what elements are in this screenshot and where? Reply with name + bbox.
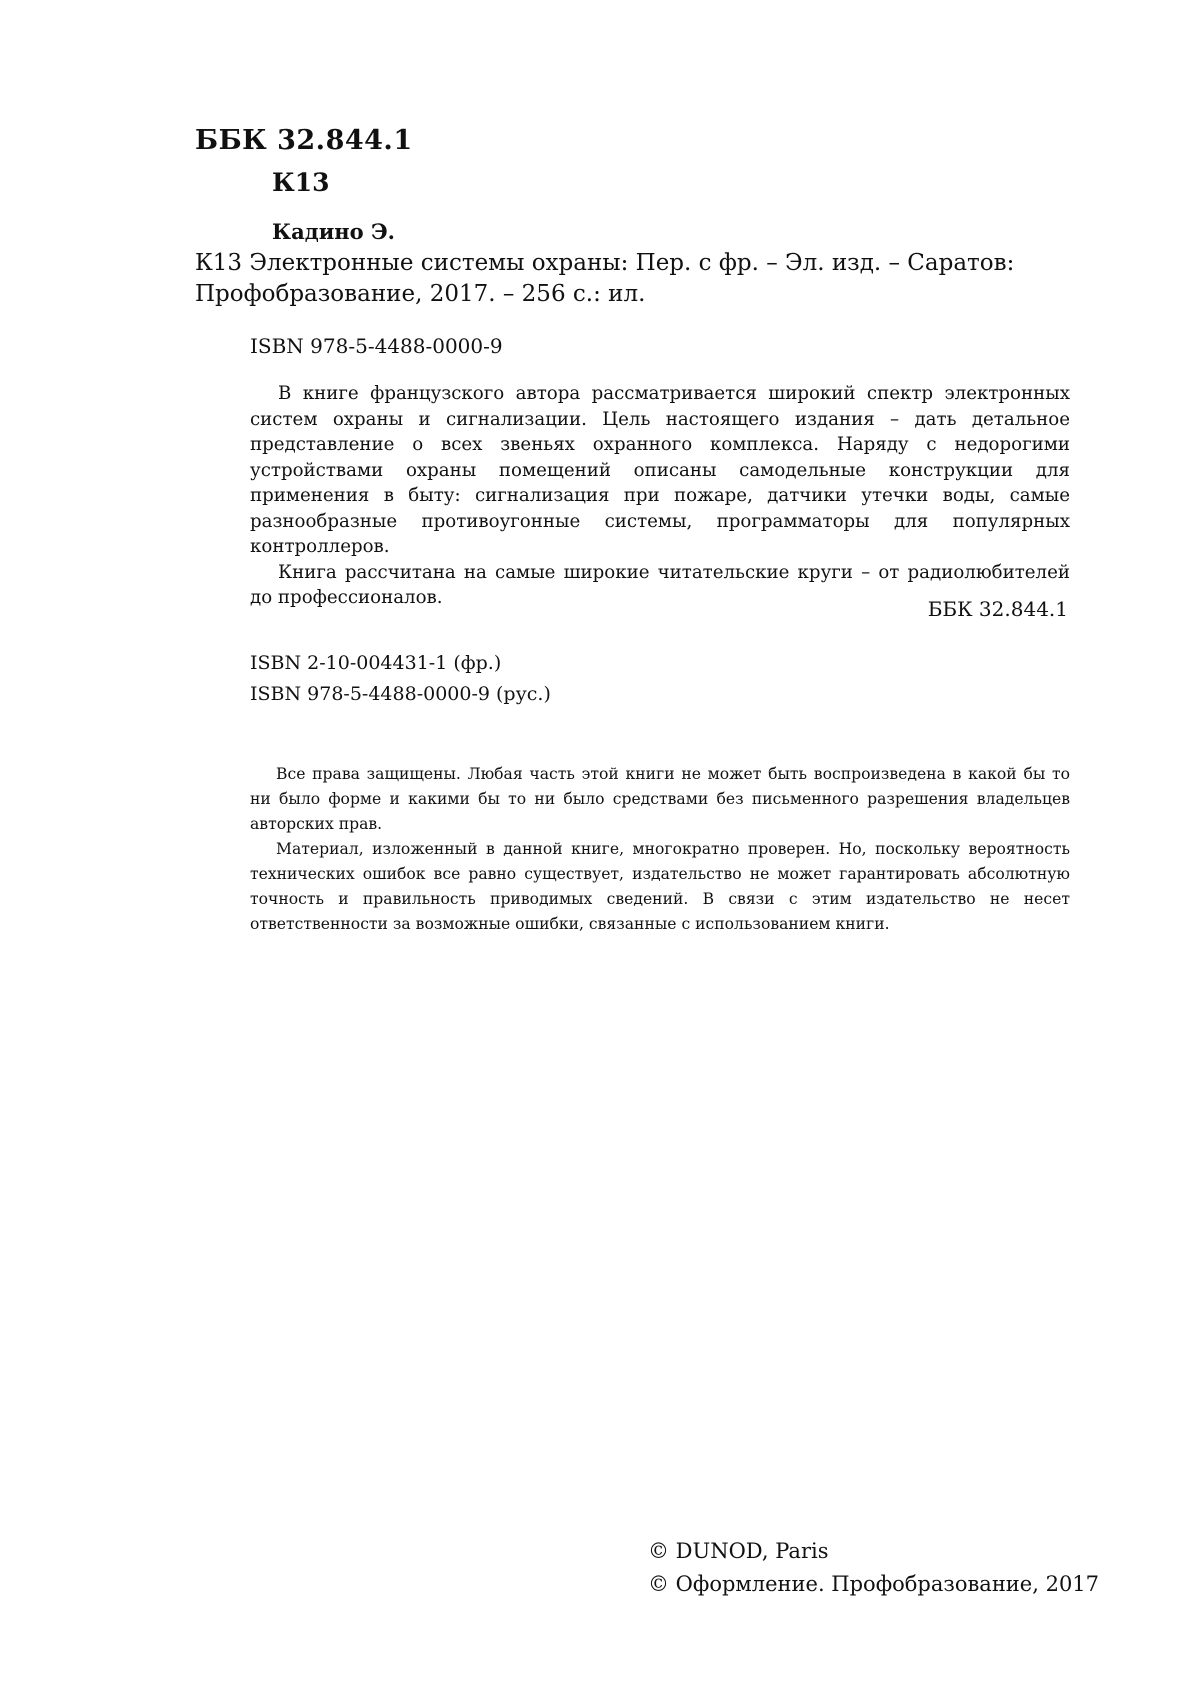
abstract-paragraph: В книге французского автора рассматривается широкий спектр электронных систем охраны и сигнализации. Цель настоящего издания – дать детальное представление о всех звеньях охранного комплекса. Наряду с недорогими устройствами охраны помещений описаны самодельные конструкции для применения в быту: сигнализация при пожаре, датчики утечки воды, самые разнообразные противоугонные системы, программаторы для популярных контроллеров. xyxy=(250,383,1070,557)
copyright-line: © Оформление. Профобразование, 2017 xyxy=(648,1572,1100,1596)
rights-paragraph: Материал, изложенный в данной книге, многократно проверен. Но, поскольку вероятность технических ошибок все равно существует, издательство не может гарантировать абсолютную точность и правильность приводимых сведений. В связи с этим издательство не несет ответственности за возможные ошибки, связанные с использованием книги. xyxy=(250,840,1070,933)
bbk-code: ББК 32.844.1 xyxy=(195,125,413,156)
isbn-item: ISBN 978-5-4488-0000-9 (рус.) xyxy=(250,683,551,705)
isbn-main: ISBN 978-5-4488-0000-9 xyxy=(250,334,503,358)
copyright-line: © DUNOD, Paris xyxy=(648,1539,829,1563)
biblio-line: К13 Электронные системы охраны: Пер. с фр. – Эл. изд. – Саратов: xyxy=(195,250,1015,276)
abstract xyxy=(250,381,1070,611)
rights-notice xyxy=(250,762,1070,937)
abstract-paragraph: Книга рассчитана на самые широкие читательские круги – от радиолюбителей до профессионалов. xyxy=(250,561,1070,608)
bibliographic-description xyxy=(195,248,1025,310)
isbn-list xyxy=(250,648,551,710)
author-name: Кадино Э. xyxy=(272,219,395,244)
biblio-line: Профобразование, 2017. – 256 с.: ил. xyxy=(195,281,646,307)
author-mark: К13 xyxy=(272,168,330,197)
bbk-code-right: ББК 32.844.1 xyxy=(927,597,1068,621)
copyright-block xyxy=(648,1535,1099,1601)
isbn-item: ISBN 2-10-004431-1 (фр.) xyxy=(250,652,502,674)
rights-paragraph: Все права защищены. Любая часть этой книги не может быть воспроизведена в какой бы то ни было форме и какими бы то ни было средствами без письменного разрешения владельцев авторских прав. xyxy=(250,765,1070,833)
